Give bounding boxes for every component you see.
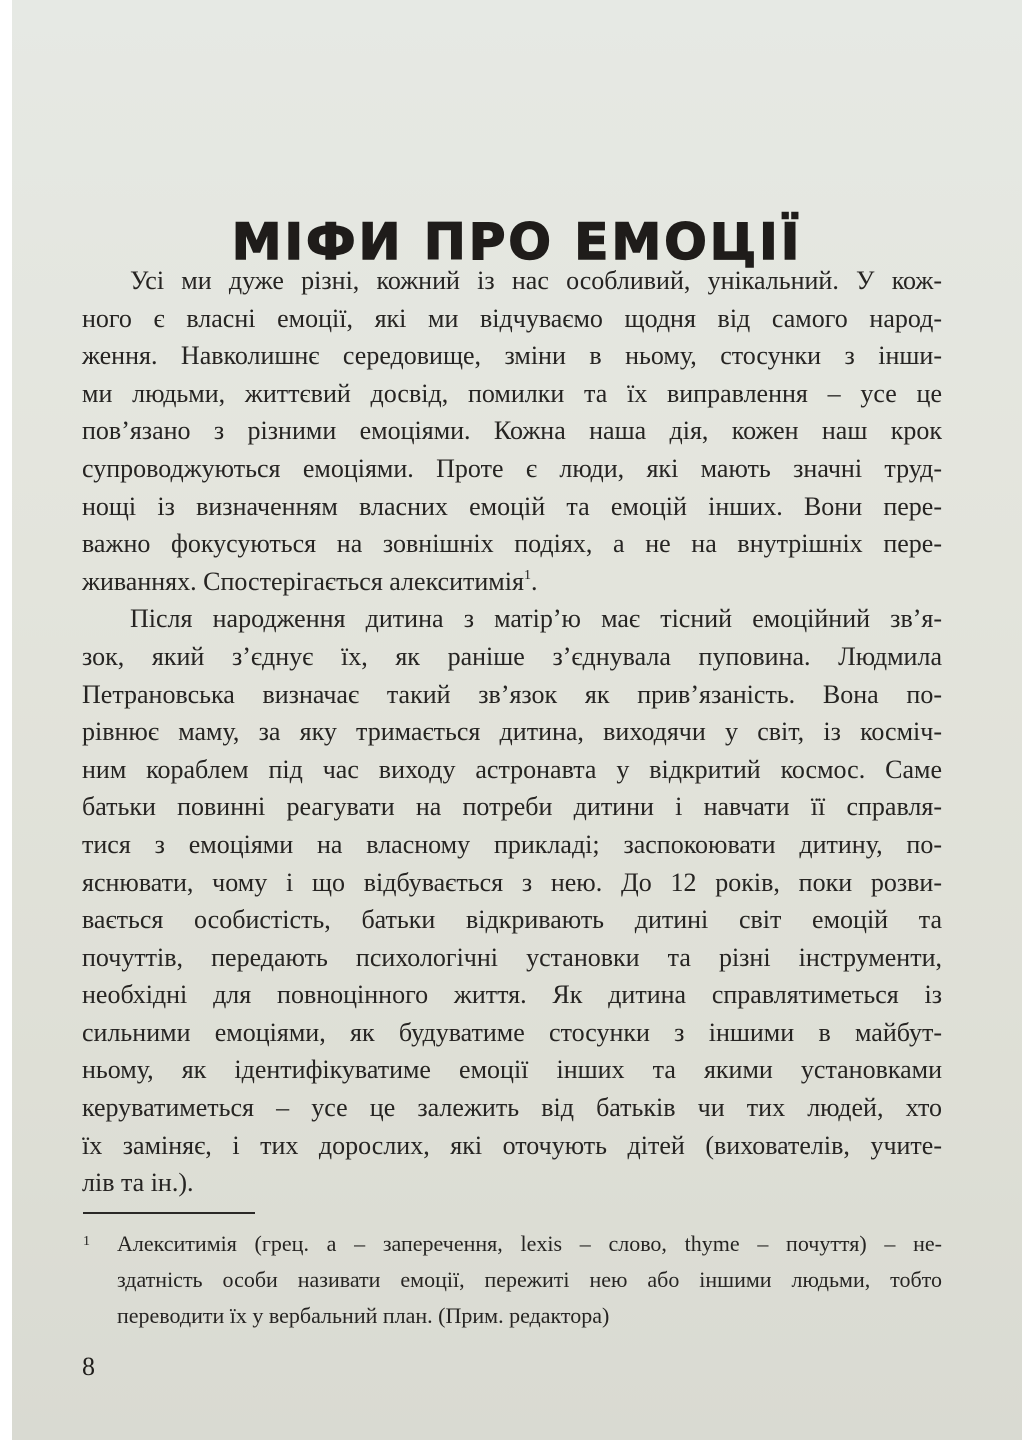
text-line: сильними емоціями, як будуватиме стосунки з іншими в майбут- xyxy=(82,1017,942,1047)
text-line: вається особистість, батьки відкривають дитині світ емоцій та xyxy=(82,905,942,935)
chapter-title: МІФИ ПРО ЕМОЦІЇ xyxy=(231,212,803,271)
footnote xyxy=(83,1226,942,1334)
text-line: тися з емоціями на власному прикладі; заспокоювати дитину, по- xyxy=(82,829,942,859)
paragraph-1 xyxy=(82,262,942,600)
body-text xyxy=(82,262,942,1202)
paragraph-2 xyxy=(82,600,942,1202)
text-line: необхідні для повноцінного життя. Як дитина справлятиметься із xyxy=(82,980,942,1010)
text-fragment: . xyxy=(530,566,538,596)
text-line: батьки повинні реагувати на потреби дитини і навчати її справля- xyxy=(82,792,942,822)
text-line: ньому, як ідентифікуватиме емоції інших та якими установками xyxy=(82,1055,942,1085)
text-line: їх заміняє, і тих дорослих, які оточують дітей (вихователів, учите- xyxy=(82,1130,942,1160)
text-line: пов’язано з різними емоціями. Кожна наша дія, кожен наш крок xyxy=(82,416,942,446)
text-line: Після народження дитина з матір’ю має тісний емоційний зв’я- xyxy=(130,604,942,634)
text-line: почуттів, передають психологічні установки та різні інструменти, xyxy=(82,942,942,972)
text-line: керуватиметься – усе це залежить від батьків чи тих людей, хто xyxy=(82,1093,942,1123)
footnote-separator xyxy=(83,1212,255,1214)
footnote-line: Алекситимія (грец. a – заперечення, lexis – слово, thyme – почуття) – не- xyxy=(117,1231,942,1256)
text-line: важно фокусуються на зовнішніх подіях, а не на внутрішніх пере- xyxy=(82,529,942,559)
footnote-reference[interactable]: 1 xyxy=(523,567,531,583)
text-line: ного є власні емоції, які ми відчуваємо щодня від самого народ- xyxy=(82,303,942,333)
text-line: рівнює маму, за яку тримається дитина, виходячи у світ, із косміч- xyxy=(82,717,942,747)
footnote-text xyxy=(117,1226,942,1334)
text-fragment: живаннях. Спостерігається алекситимія xyxy=(82,566,524,596)
text-line: ження. Навколишнє середовище, зміни в ньому, стосунки з інши- xyxy=(82,341,942,371)
footnote-line: переводити їх у вербальний план. (Прим. редактора) xyxy=(117,1303,610,1328)
footnote-line: здатність особи називати емоції, пережиті нею або іншими людьми, тобто xyxy=(117,1267,942,1292)
footnote-marker: 1 xyxy=(83,1234,90,1249)
text-line: лів та ін.). xyxy=(82,1168,194,1198)
text-line: нощі із визначенням власних емоцій та емоцій інших. Вони пере- xyxy=(82,491,942,521)
text-line: ми людьми, життєвий досвід, помилки та їх виправлення – усе це xyxy=(82,378,942,408)
text-line: Усі ми дуже різні, кожний із нас особливий, унікальний. У кож- xyxy=(130,266,942,295)
text-line: ним кораблем під час виходу астронавта у відкритий космос. Саме xyxy=(82,754,942,784)
page-number: 8 xyxy=(82,1352,95,1381)
text-line xyxy=(82,563,942,601)
text-line: зок, який з’єднує їх, як раніше з’єднувала пуповина. Людмила xyxy=(82,641,942,671)
text-line: Петрановська визначає такий зв’язок як прив’язаність. Вона по- xyxy=(82,679,942,709)
book-page xyxy=(12,0,1022,1440)
text-line: супроводжуються емоціями. Проте є люди, які мають значні труд- xyxy=(82,453,942,483)
text-line: яснювати, чому і що відбувається з нею. До 12 років, поки розви- xyxy=(82,867,942,897)
